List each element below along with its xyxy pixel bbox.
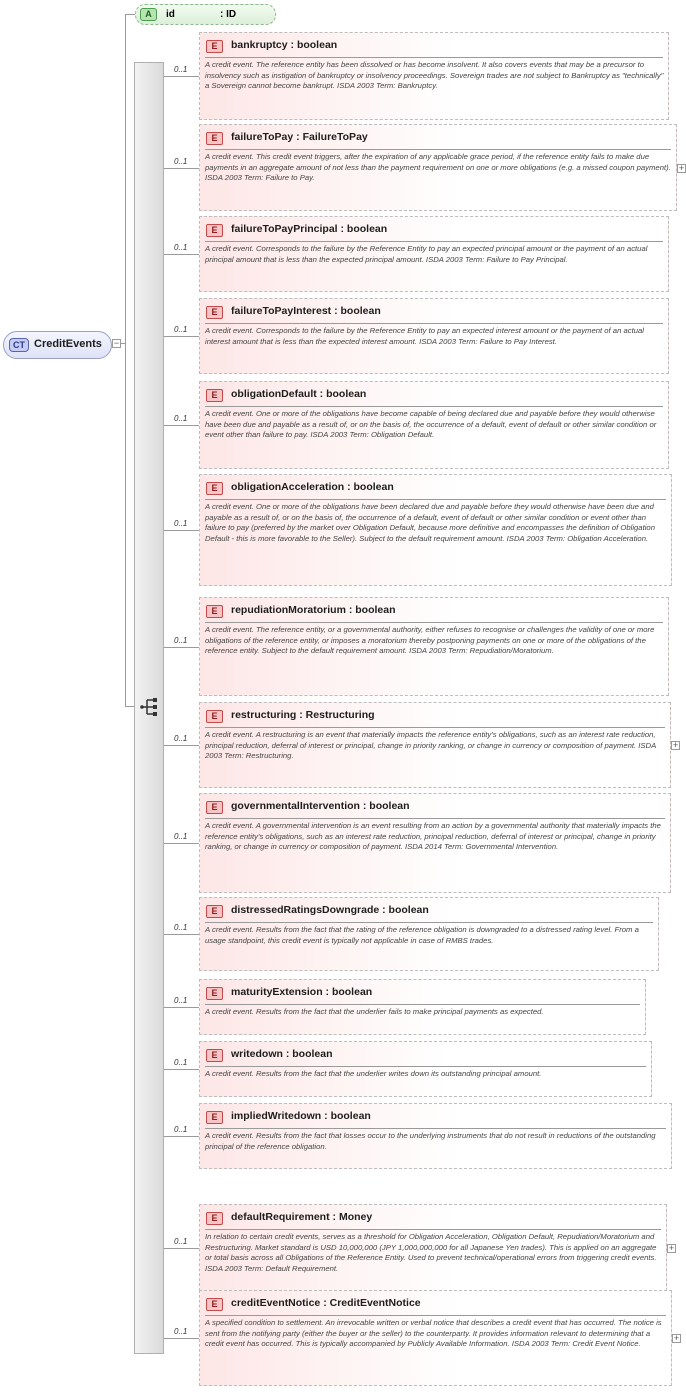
expand-icon[interactable]: + [668, 1243, 675, 1253]
element-separator [205, 57, 663, 58]
element-title [231, 305, 381, 317]
element-separator [205, 727, 665, 728]
element-title [231, 39, 337, 51]
element-name: impliedWritedown [231, 1110, 322, 1122]
element-type: : boolean [290, 39, 338, 51]
element-badge: E [206, 1111, 223, 1124]
element-node-impliedWritedown[interactable] [199, 1103, 672, 1169]
element-type: : boolean [362, 800, 410, 812]
element-documentation: A credit event. Corresponds to the failure by the Reference Entity to pay an expected principal amount or the payment of an actual principal amount that is less than the expected principal amount. ISDA 2003 Term: Failure to Pay Principal. [205, 244, 648, 264]
element-connector [164, 1069, 199, 1070]
element-name: creditEventNotice [231, 1297, 321, 1309]
element-documentation: A credit event. This credit event triggers, after the expiration of any applicable grace period, if the reference entity fails to make due payments in an aggregate amount of not less than the payment requirement on one or more obligations (e.g. a missed coupon payment). ISDA 2003 Term: Failure to Pay. [205, 152, 671, 182]
element-occurrence: 0..1 [174, 636, 188, 645]
element-badge: E [206, 605, 223, 618]
element-occurrence: 0..1 [174, 65, 188, 74]
element-documentation: A credit event. A governmental intervention is an event resulting from an action by a governmental authority that materially impacts the reference entity's obligations, such as an interest rate reduction, principal reduction, deferral of interest or principal, change in priority ranking, or change in currency or composition of payment. ISDA 2014 Term: Governmental Intervention. [205, 821, 661, 851]
element-documentation: A credit event. A restructuring is an event that materially impacts the reference entity's obligations, such as an interest rate reduction, principal reduction, deferral of interest or principal, change in priority ranking, or change in currency or composition of payment. ISDA 2003 Term: Restructuring. [205, 730, 656, 760]
element-name: maturityExtension [231, 986, 323, 998]
element-separator [205, 922, 653, 923]
element-name: failureToPay [231, 131, 294, 143]
element-documentation: A credit event. Corresponds to the failure by the Reference Entity to pay an expected interest amount or the payment of an actual interest amount that is less than the expected interest amount. ISDA 2003 Term: Failure to Pay Interest. [205, 326, 645, 346]
element-occurrence: 0..1 [174, 1125, 188, 1134]
element-separator [205, 818, 665, 819]
element-badge: E [206, 389, 223, 402]
element-type: : boolean [347, 481, 394, 493]
element-occurrence: 0..1 [174, 996, 188, 1005]
element-separator [205, 622, 663, 623]
element-title [231, 1110, 371, 1122]
attribute-name: id [166, 9, 175, 20]
element-badge: E [206, 132, 223, 145]
element-node-maturityExtension[interactable] [199, 979, 646, 1035]
element-type: : boolean [334, 305, 381, 317]
element-connector [164, 425, 199, 426]
element-type: : Restructuring [299, 709, 375, 721]
element-type: : boolean [382, 904, 429, 916]
element-occurrence: 0..1 [174, 734, 188, 743]
element-separator [205, 1229, 661, 1230]
element-documentation: A credit event. One or more of the obligations have become capable of being declared due and payable before they would otherwise have been due and payable as a result of, or on the basis of, the occurrence of a default, event of default or other similar condition or event other than failure to pay. ISDA 2003 Term: Obligation Default. [205, 409, 657, 439]
element-connector [164, 1136, 199, 1137]
element-name: failureToPayInterest [231, 305, 332, 317]
element-badge: E [206, 987, 223, 1000]
element-separator [205, 1066, 646, 1067]
element-name: bankruptcy [231, 39, 288, 51]
element-node-failureToPay[interactable] [199, 124, 677, 211]
element-node-obligationDefault[interactable] [199, 381, 669, 469]
element-title [231, 1211, 372, 1223]
attribute-badge: A [140, 8, 157, 21]
element-occurrence: 0..1 [174, 1237, 188, 1246]
element-name: obligationAcceleration [231, 481, 345, 493]
element-name: writedown [231, 1048, 283, 1060]
element-badge: E [206, 801, 223, 814]
element-badge: E [206, 1212, 223, 1225]
sequence-branch [125, 706, 134, 707]
element-occurrence: 0..1 [174, 923, 188, 932]
element-type: : boolean [340, 223, 388, 235]
element-node-restructuring[interactable] [199, 702, 671, 788]
element-node-writedown[interactable] [199, 1041, 652, 1097]
element-separator [205, 1128, 666, 1129]
element-documentation: A credit event. One or more of the obligations have been declared due and payable before they would otherwise have been due and payable as a result of, or on the basis of, the occurrence of a default, event of default or other similar condition or event other than failure to pay (preferred by the market over Obligation Default, because more definitive and encompasses the definition of Obligation Default - this is more favorable to the Seller). Subject to the default requirement amount. ISDA 2003 Term: Obligation Acceleration. [205, 502, 655, 543]
element-title [231, 131, 368, 143]
element-name: distressedRatingsDowngrade [231, 904, 380, 916]
element-title [231, 1048, 333, 1060]
element-connector [164, 1007, 199, 1008]
element-name: repudiationMoratorium [231, 604, 346, 616]
element-occurrence: 0..1 [174, 157, 188, 166]
element-title [231, 223, 387, 235]
element-name: governmentalIntervention [231, 800, 360, 812]
element-name: defaultRequirement [231, 1211, 330, 1223]
element-occurrence: 0..1 [174, 243, 188, 252]
element-type: : FailureToPay [296, 131, 368, 143]
element-node-distressedRatingsDowngrade[interactable] [199, 897, 659, 971]
element-title [231, 986, 372, 998]
element-connector [164, 843, 199, 844]
collapse-icon[interactable]: − [113, 338, 120, 348]
element-connector [164, 530, 199, 531]
element-title [231, 709, 375, 721]
attribute-type: : ID [220, 9, 237, 20]
element-connector [164, 168, 199, 169]
element-title [231, 604, 396, 616]
element-node-obligationAcceleration[interactable] [199, 474, 672, 586]
element-connector [164, 76, 199, 77]
element-name: restructuring [231, 709, 297, 721]
element-connector [164, 934, 199, 935]
element-occurrence: 0..1 [174, 414, 188, 423]
element-separator [205, 406, 663, 407]
element-documentation: A credit event. Results from the fact that losses occur to the underlying instruments that do not result in reductions of the outstanding principal of the reference obligation. [205, 1131, 656, 1151]
element-connector [164, 647, 199, 648]
element-type: : boolean [324, 1110, 371, 1122]
element-node-failureToPayPrincipal[interactable] [199, 216, 669, 292]
element-badge: E [206, 1049, 223, 1062]
element-separator [205, 1315, 666, 1316]
element-node-creditEventNotice[interactable] [199, 1290, 672, 1386]
element-documentation: A credit event. Results from the fact that the underlier writes down its outstanding principal amount. [205, 1069, 542, 1078]
element-badge: E [206, 224, 223, 237]
element-connector [164, 1248, 199, 1249]
complex-type-name: CreditEvents [34, 338, 102, 350]
element-occurrence: 0..1 [174, 1327, 188, 1336]
element-node-defaultRequirement[interactable] [199, 1204, 667, 1291]
element-separator [205, 241, 663, 242]
element-title [231, 388, 366, 400]
element-name: failureToPayPrincipal [231, 223, 338, 235]
sequence-icon[interactable] [140, 697, 160, 717]
element-type: : boolean [348, 604, 396, 616]
element-name: obligationDefault [231, 388, 317, 400]
element-title [231, 800, 410, 812]
element-occurrence: 0..1 [174, 1058, 188, 1067]
element-separator [205, 149, 671, 150]
element-documentation: In relation to certain credit events, serves as a threshold for Obligation Acceleration, Obligation Default, Repudiation/Moratorium and Restructuring. Market standard is USD 10,000,000 (JPY 1,000,000,000 for all Japanese Yen trades). This is applied on an aggregate or total basis across all Obligations of the Reference Entity. Used to prevent technical/operational errors from triggering credit events. ISDA 2003 Term: Default Requirement. [205, 1232, 657, 1273]
attribute-branch [125, 14, 135, 15]
element-badge: E [206, 40, 223, 53]
element-separator [205, 499, 666, 500]
element-type: : boolean [285, 1048, 333, 1060]
element-badge: E [206, 905, 223, 918]
element-node-governmentalIntervention[interactable] [199, 793, 671, 893]
element-occurrence: 0..1 [174, 832, 188, 841]
element-title [231, 1297, 421, 1309]
element-connector [164, 1338, 199, 1339]
element-connector [164, 336, 199, 337]
element-badge: E [206, 1298, 223, 1311]
element-type: : boolean [319, 388, 367, 400]
element-connector [164, 745, 199, 746]
complex-type-badge: CT [9, 338, 29, 352]
element-documentation: A specified condition to settlement. An irrevocable written or verbal notice that describes a credit event that has occurred. The notice is sent from the notifying party (either the buyer or the seller) to the counterparty. It provides information relevant to determining that a credit event has occurred. This is typically accompanied by Publicly Available Information. ISDA 2003 Term: Credit Event Notice. [205, 1318, 662, 1348]
element-separator [205, 323, 663, 324]
element-documentation: A credit event. The reference entity, or a governmental authority, either refuses to recognise or challenges the validity of one or more obligations of the reference entity, or imposes a moratorium thereby postponing payments on one or more of the obligations of the reference entity. Subject to the default requirement amount. ISDA 2003 Term: Repudiation/Moratorium. [205, 625, 655, 655]
element-title [231, 481, 394, 493]
element-title [231, 904, 429, 916]
element-type: : CreditEventNotice [323, 1297, 421, 1309]
element-separator [205, 1004, 640, 1005]
element-connector [164, 254, 199, 255]
element-type: : boolean [325, 986, 373, 998]
element-badge: E [206, 710, 223, 723]
element-node-bankruptcy[interactable] [199, 32, 669, 120]
attribute-trunk [125, 14, 126, 706]
element-badge: E [206, 482, 223, 495]
element-node-repudiationMoratorium[interactable] [199, 597, 669, 696]
attribute-node[interactable] [135, 4, 276, 25]
complex-type-node[interactable] [3, 331, 112, 359]
element-occurrence: 0..1 [174, 519, 188, 528]
expand-icon[interactable]: + [673, 1333, 680, 1343]
expand-icon[interactable]: + [672, 740, 679, 750]
element-occurrence: 0..1 [174, 325, 188, 334]
element-node-failureToPayInterest[interactable] [199, 298, 669, 374]
element-documentation: A credit event. Results from the fact that the rating of the reference obligation is downgraded to a distressed rating level. From a usage standpoint, this credit event is typically not applicable in case of RMBS trades. [205, 925, 639, 945]
element-documentation: A credit event. Results from the fact that the underlier fails to make principal payments as expected. [205, 1007, 544, 1016]
element-documentation: A credit event. The reference entity has been dissolved or has become insolvent. It also covers events that may be a precursor to insolvency such as instigation of bankruptcy or insolvency proceedings. Sovereign trades are not subject to Bankruptcy as "technically" a Sovereign cannot become bankrupt. ISDA 2003 Term: Bankruptcy. [205, 60, 664, 90]
expand-icon[interactable]: + [678, 163, 685, 173]
element-type: : Money [332, 1211, 373, 1223]
element-badge: E [206, 306, 223, 319]
